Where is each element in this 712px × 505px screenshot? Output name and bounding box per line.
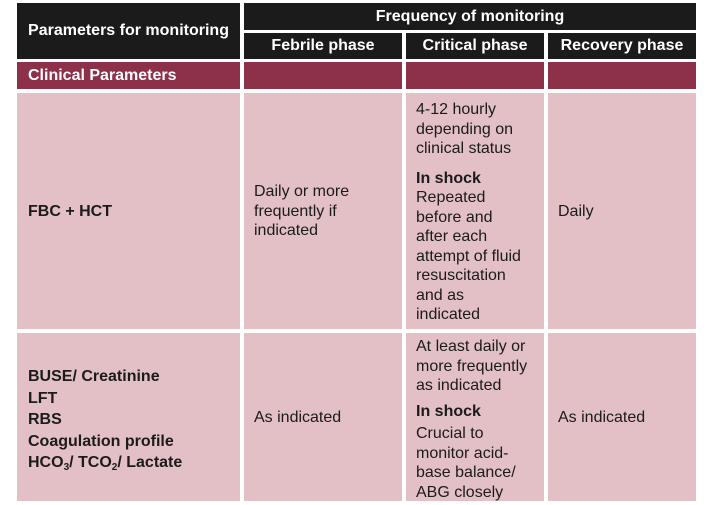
parameter-fbc-hct: FBC + HCT <box>28 203 112 220</box>
parameter-hco3-tco2-lactate: $HCO_3/$ $TCO_2/$ Lactate <box>28 454 183 473</box>
section-clinical-parameters <box>17 62 240 89</box>
parameter-lft: LFT <box>28 389 58 407</box>
frequency-header <box>244 3 696 30</box>
section-recovery-cell <box>548 62 696 89</box>
parameters-header-label: Parameters for monitoring <box>28 22 229 39</box>
section-label: Clinical Parameters <box>28 66 177 84</box>
table-row-fbc-parameter <box>17 93 240 329</box>
table-row-buse-critical: At least daily or more frequently as indicated In shock Crucial to monitor acid- base balance/ ABG closely <box>406 333 544 501</box>
table-row-fbc-recovery: Daily <box>548 93 696 329</box>
table-row-buse-recovery: As indicated <box>548 333 696 501</box>
recovery-phase-header: Recovery phase <box>548 33 696 59</box>
in-shock-label: In shock <box>416 169 481 187</box>
section-febrile-cell <box>244 62 402 89</box>
critical-phase-header: Critical phase <box>406 33 544 59</box>
parameters-header <box>17 3 240 59</box>
parameter-rbs: RBS <box>28 411 62 428</box>
febrile-phase-header: Febrile phase <box>244 33 402 59</box>
parameter-coagulation-profile: Coagulation profile <box>28 432 174 450</box>
table-row-fbc-febrile: Daily or more frequently if indicated <box>244 93 402 329</box>
parameter-buse-creatinine: BUSE/ Creatinine <box>28 368 160 385</box>
in-shock-label: In shock <box>416 402 481 420</box>
section-critical-cell <box>406 62 544 89</box>
table-row-fbc-critical: 4-12 hourly depending on clinical status In shock Repeated before and after each attempt of fluid resuscitation and as indicated <box>406 93 544 329</box>
table-row-buse-febrile: As indicated <box>244 333 402 501</box>
frequency-header-label: Frequency of monitoring <box>375 7 565 25</box>
table-row-buse-parameter <box>17 333 240 501</box>
